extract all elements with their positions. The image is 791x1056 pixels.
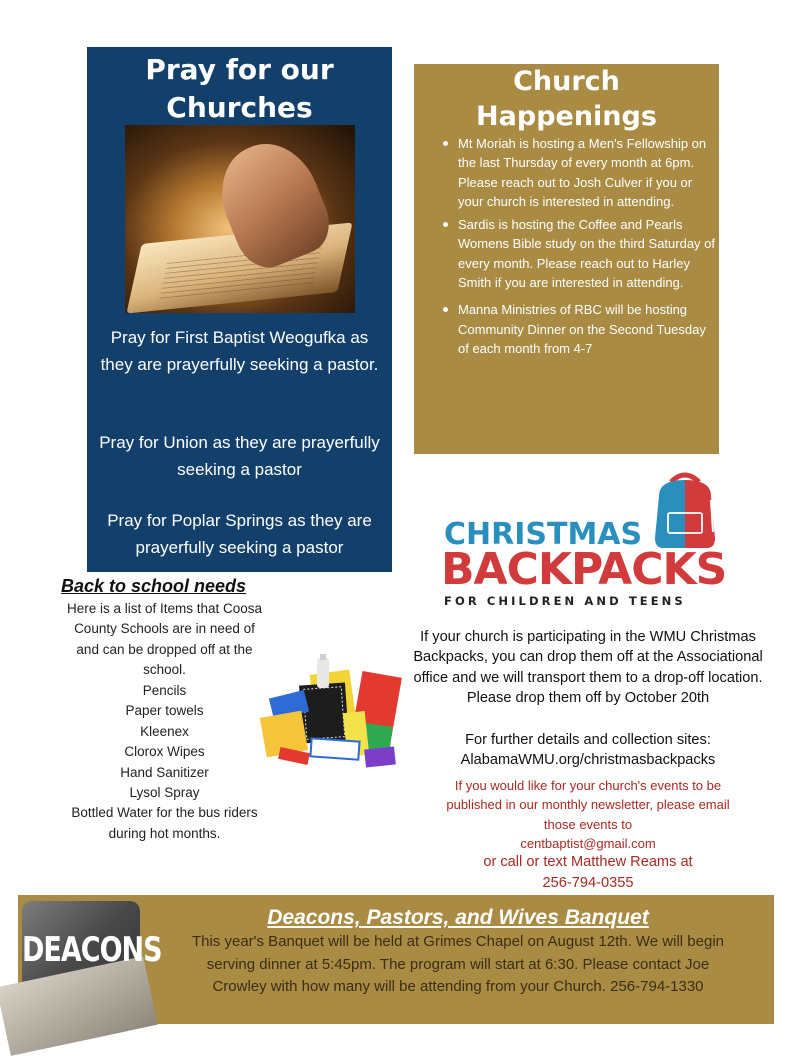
pray-title (87, 51, 392, 127)
happenings-title-line1: Church (513, 66, 620, 97)
prayer-first-baptist-weogufka: Pray for First Baptist Weogufka as they are prayerfully seeking a pastor. (100, 328, 379, 374)
newsletter-phone: 256-794-0355 (542, 874, 634, 891)
logo-word-christmas: CHRISTMAS (444, 517, 643, 552)
deacons-banquet-details: This year's Banquet will be held at Grimes Chapel on August 12th. We will begin serving dinner at 5:45pm. The program will start at 6:30. Please contact Joe Crowley with how many will be attending from your Church. 256-794-1330 (191, 933, 725, 996)
pray-title-line1: Pray for our (145, 53, 334, 86)
happening-item-sardis: Sardis is hosting the Coffee and Pearls Womens Bible study on the third Saturday of every month. Please reach out to Harley Smith if you are interested in attending. (458, 215, 716, 292)
newsletter-events-text (430, 776, 746, 853)
newsletter-contact (430, 852, 746, 893)
deacons-image (22, 901, 162, 1024)
happening-item-manna-ministries: Manna Ministries of RBC will be hosting Community Dinner on the Second Tuesday of each month from 4-7 (458, 300, 716, 358)
wmu-collection-sites (410, 730, 766, 771)
back-to-school-intro: Here is a list of Items that Coosa County Schools are in need of and can be dropped off at the school. (66, 601, 263, 678)
newsletter-events-prompt: If you would like for your church's events to be published in our monthly newsletter, please email those events to (446, 778, 730, 832)
happenings-title (414, 64, 719, 135)
christmas-backpacks-logo (441, 472, 741, 612)
happening-item-mt-moriah: Mt Moriah is hosting a Men's Fellowship on the last Thursday of every month at 6pm. Please reach out to Josh Culver if you or your church is interested in attending. (458, 134, 716, 211)
back-to-school-title: Back to school needs (61, 576, 247, 596)
deacons-image-label: DEACONS (22, 931, 162, 970)
wmu-details-label: For further details and collection sites: (465, 732, 711, 748)
school-supplies-image (261, 654, 411, 774)
pray-panel (87, 47, 392, 572)
deacons-banquet-section (18, 895, 774, 1024)
logo-subtitle: FOR CHILDREN AND TEENS (444, 594, 686, 608)
school-needs-list (62, 681, 267, 844)
school-need-item: Clorox Wipes (124, 744, 205, 760)
newsletter-call-text: or call or text Matthew Reams at (483, 854, 693, 870)
logo-word-backpacks: BACKPACKS (441, 544, 727, 595)
deacons-banquet-title: Deacons, Pastors, and Wives Banquet (267, 906, 649, 929)
church-happenings-panel (414, 64, 719, 454)
happenings-title-line2: Happenings (476, 101, 657, 132)
prayer-poplar-springs: Pray for Poplar Springs as they are prayerfully seeking a pastor (107, 511, 372, 557)
prayer-union: Pray for Union as they are prayerfully seeking a pastor (99, 433, 380, 479)
wmu-backpacks-info: If your church is participating in the WMU Christmas Backpacks, you can drop them off at the Associational office and we will transport them to a drop-off location. Please drop them off by October 20th (413, 629, 763, 706)
wmu-link[interactable]: AlabamaWMU.org/christmasbackpacks (460, 752, 716, 769)
praying-hands-image (125, 125, 355, 313)
school-need-item: Kleenex (140, 723, 189, 739)
newsletter-email[interactable]: centbaptist@gmail.com (520, 835, 656, 851)
pray-title-line2: Churches (166, 91, 313, 124)
book-page-shape (0, 956, 158, 1056)
school-need-item: Paper towels (125, 703, 204, 719)
backpack-icon (647, 472, 723, 550)
happenings-list (458, 134, 716, 362)
school-need-item: Lysol Spray (129, 785, 200, 801)
school-need-item: Hand Sanitizer (120, 764, 209, 780)
school-need-item: Bottled Water for the bus riders during hot months. (71, 805, 258, 841)
school-need-item: Pencils (142, 683, 187, 698)
